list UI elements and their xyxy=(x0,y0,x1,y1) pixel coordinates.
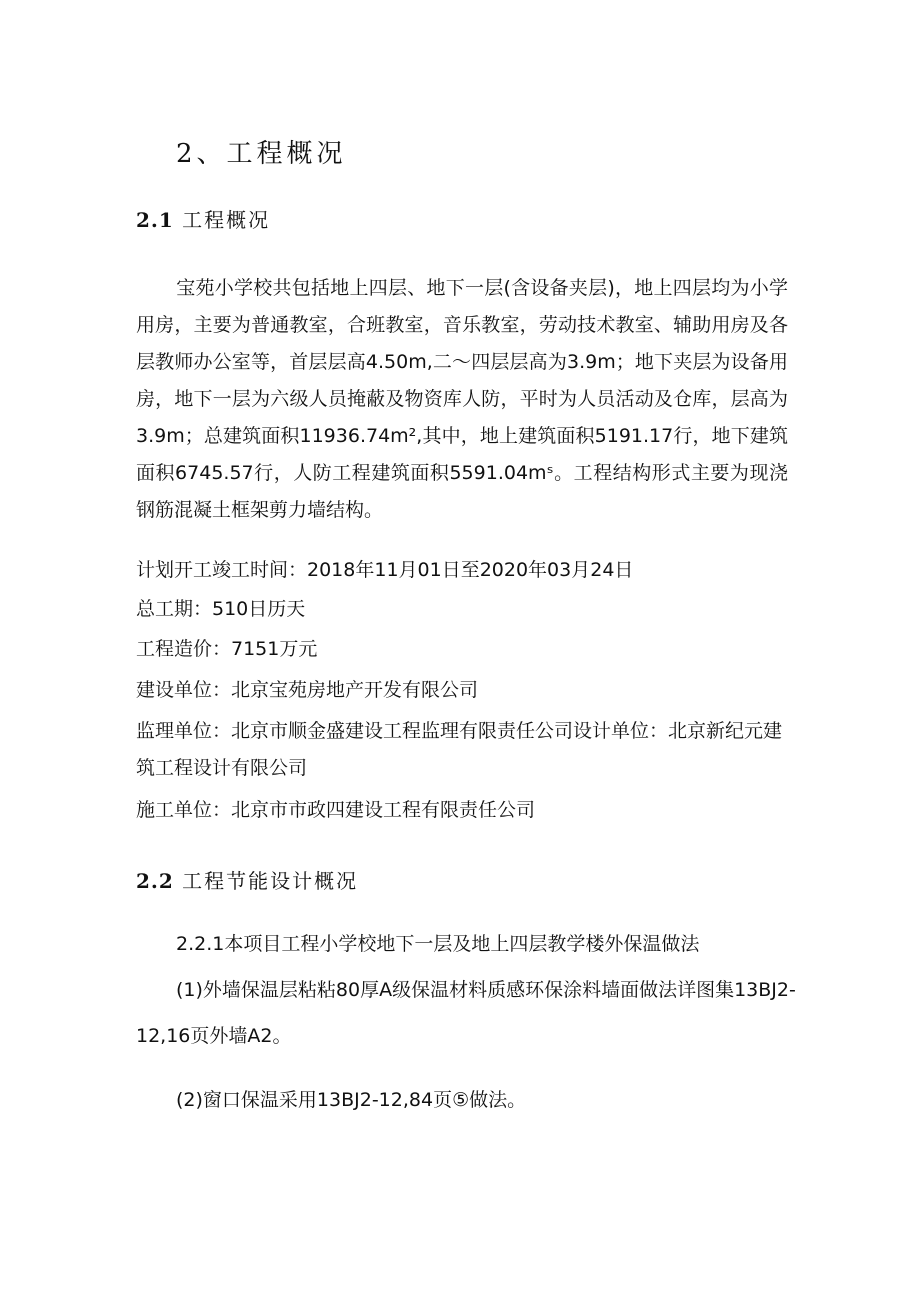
owner-line: 建设单位：北京宝苑房地产开发有限公司 xyxy=(136,679,479,701)
project-description-text: 宝苑小学校共包括地上四层、地下一层(含设备夹层)，地上四层均为小学用房，主要为普通教室，合班教室，音乐教室，劳动技术教室、辅助用房及各层教师办公室等，首层层高4.50m,二〜四层层高为3.9m；地下夹层为设备用房，地下一层为六级人员掩蔽及物资库人防，平时为人员活动及仓库，层高为3.9m；总建筑面积11936.74m²,其中，地上建筑面积5191.17行，地下建筑面积6745.57行，人防工程建筑面积5591.04mˢ。工程结构形式主要为现浇钢筋混凝土框架剪力墙结构。 xyxy=(136,277,788,521)
section-title: 工程节能设计概况 xyxy=(182,869,359,893)
schedule-line: 计划开工竣工时间：2018年11月01日至2020年03月24日 xyxy=(136,559,634,581)
chapter-heading: 2、工程概况 xyxy=(176,139,347,169)
section-title: 工程概况 xyxy=(182,208,271,232)
insulation-item-2: (2)窗口保温采用13BJ2-12,84页⑤做法。 xyxy=(176,1089,527,1111)
project-description-paragraph xyxy=(136,270,788,529)
insulation-item-1 xyxy=(136,967,800,1059)
contractor-line: 施工单位：北京市市政四建设工程有限责任公司 xyxy=(136,799,536,821)
section-heading-2-2 xyxy=(136,865,358,894)
section-number: 2.1 xyxy=(136,208,174,232)
subsection-heading-2-2-1: 2.2.1本项目工程小学校地下一层及地上四层教学楼外保温做法 xyxy=(176,933,700,955)
duration-line: 总工期：510日历天 xyxy=(136,598,306,620)
section-number: 2.2 xyxy=(136,869,174,893)
supervisor-designer-line: 监理单位：北京市顺金盛建设工程监理有限责任公司设计单位：北京新纪元建筑工程设计有限公司 xyxy=(136,720,783,779)
cost-line: 工程造价：7151万元 xyxy=(136,638,318,660)
insulation-item-1-text: (1)外墙保温层粘粘80厚A级保温材料质感环保涂料墙面做法详图集13BJ2-12,16页外墙A2。 xyxy=(136,979,796,1047)
section-heading-2-1 xyxy=(136,204,270,233)
